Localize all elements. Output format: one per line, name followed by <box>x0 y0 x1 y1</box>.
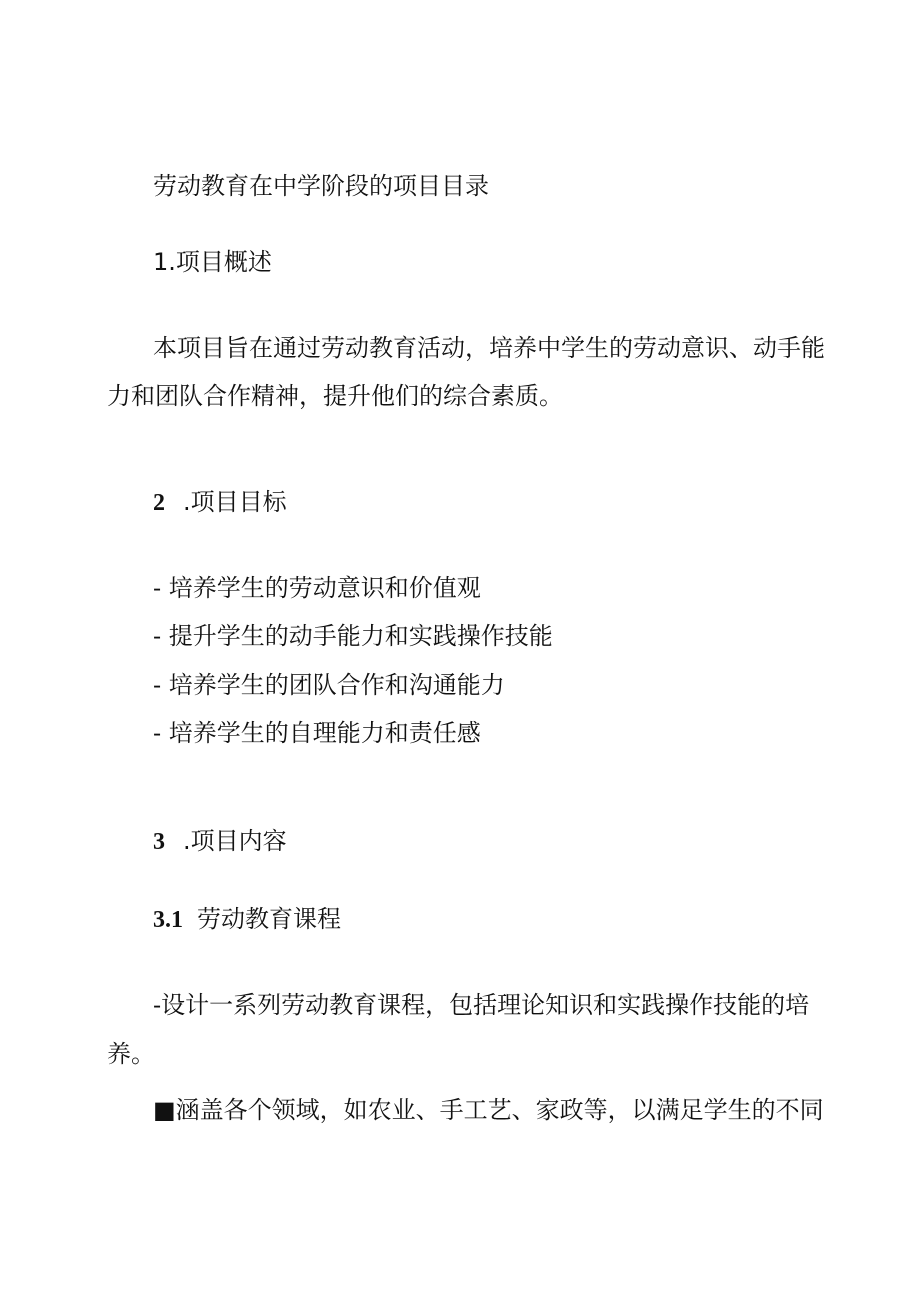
subsection-3-1-paragraph2-line1: ■涵盖各个领域，如农业、手工艺、家政等，以满足学生的不同 <box>153 1096 824 1124</box>
section3-heading <box>153 825 287 858</box>
subsection-3-1-paragraph1-line2: 养。 <box>107 1040 155 1068</box>
subsection-3-1-number: 3.1 <box>153 907 183 933</box>
subsection-3-1-heading-text: 劳动教育课程 <box>197 905 341 933</box>
section3-number: 3 <box>153 829 165 855</box>
subsection-3-1-heading <box>153 903 341 936</box>
section1-paragraph-line2: 力和团队合作精神，提升他们的综合素质。 <box>107 382 563 410</box>
subsection-3-1-paragraph1-line1: -设计一系列劳动教育课程，包括理论知识和实践操作技能的培 <box>153 991 810 1019</box>
section2-list-item: - 培养学生的团队合作和沟通能力 <box>153 671 505 699</box>
section2-list-item: - 提升学生的动手能力和实践操作技能 <box>153 622 553 650</box>
document-title: 劳动教育在中学阶段的项目目录 <box>153 172 489 200</box>
section2-list-item: - 培养学生的劳动意识和价值观 <box>153 574 481 602</box>
section1-heading: 1.项目概述 <box>153 248 272 276</box>
section3-heading-text: .项目内容 <box>183 827 287 855</box>
section2-heading <box>153 486 287 519</box>
section2-heading-text: .项目目标 <box>183 488 287 516</box>
section1-paragraph-line1: 本项目旨在通过劳动教育活动，培养中学生的劳动意识、动手能 <box>153 334 825 362</box>
section2-number: 2 <box>153 490 165 516</box>
section2-list-item: - 培养学生的自理能力和责任感 <box>153 719 481 747</box>
